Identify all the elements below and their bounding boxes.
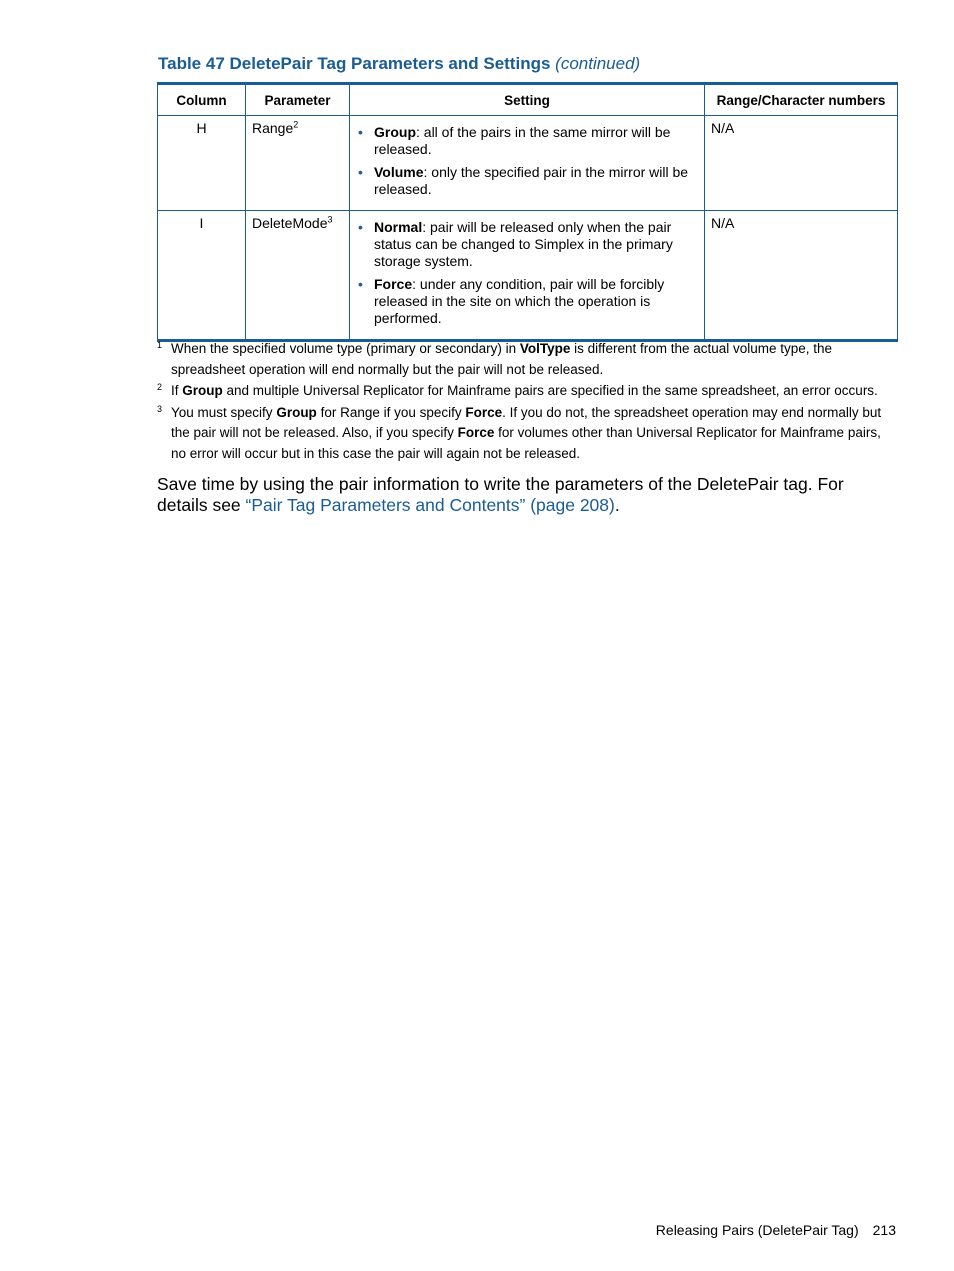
footnote-term: Force (465, 404, 503, 420)
setting-item (356, 164, 698, 198)
header-parameter: Parameter (246, 84, 350, 116)
parameter-name: Range (252, 120, 294, 136)
footnote-ref: 3 (327, 214, 333, 225)
setting-term: Volume (374, 164, 424, 180)
footnote (157, 381, 899, 402)
setting-list (356, 219, 698, 327)
table-header-row (158, 84, 898, 116)
cell-range: N/A (705, 116, 898, 211)
setting-list (356, 124, 698, 198)
setting-term: Force (374, 276, 413, 292)
footnote-text: for volumes other than Universal Replicator for Mainframe pairs, no error will occur but in this case the pair will again not be released. (171, 425, 881, 461)
footnote-term: VolType (519, 341, 571, 356)
footnote-number: 3 (157, 403, 163, 414)
table-row (158, 116, 898, 211)
page-footer (656, 1222, 896, 1238)
setting-text: : all of the pairs in the same mirror will be released. (374, 124, 671, 157)
footnote-text: When the specified volume type (primary or secondary) in (171, 341, 520, 356)
setting-text: : pair will be released only when the pair status can be changed to Simplex in the primary storage system. (374, 219, 673, 269)
footnote-text: and multiple Universal Replicator for Mainframe pairs are specified in the same spreadsheet, an error occurs. (222, 383, 878, 398)
footnote (157, 339, 899, 380)
table-row (158, 211, 898, 341)
parameter-name: DeleteMode (252, 215, 328, 231)
footnote-number: 1 (157, 340, 163, 350)
footnote-text: . If you do not, the spreadsheet operation may end normally but the pair will not be released. Also, if you specify (171, 404, 882, 440)
footnote-text: for Range if you specify (316, 404, 466, 420)
table-footnotes (157, 339, 899, 465)
table-caption (158, 54, 640, 74)
footnote (157, 403, 899, 465)
table-caption-label: Table 47 DeletePair Tag Parameters and Settings (158, 54, 551, 73)
setting-item (356, 124, 698, 158)
cell-parameter (246, 211, 350, 341)
page-number: 213 (872, 1222, 896, 1238)
cell-column: H (158, 116, 246, 211)
setting-term: Group (374, 124, 416, 140)
header-column: Column (158, 84, 246, 116)
footnote-text: If (171, 383, 183, 398)
cell-setting (350, 211, 705, 341)
footnote-number: 2 (157, 382, 163, 392)
header-setting: Setting (350, 84, 705, 116)
header-range: Range/Character numbers (705, 84, 898, 116)
cell-setting (350, 116, 705, 211)
footnote-ref: 2 (293, 119, 299, 130)
footnote-term: Force (457, 425, 495, 440)
cell-range: N/A (705, 211, 898, 341)
body-paragraph (157, 474, 892, 516)
setting-item (356, 276, 698, 327)
parameters-table (157, 82, 898, 342)
cell-parameter (246, 116, 350, 211)
table-caption-continued: (continued) (555, 54, 641, 73)
paragraph-end: . (614, 495, 620, 515)
cell-column: I (158, 211, 246, 341)
paragraph-text: Save time by using the pair information to write the parameters of the DeletePair tag. For details see (157, 474, 844, 515)
cross-reference-link[interactable]: “Pair Tag Parameters and Contents” (page 208) (245, 495, 615, 515)
footnote-text: is different from the actual volume type, the spreadsheet operation will end normally but the pair will not be released. (171, 341, 833, 377)
setting-text: : only the specified pair in the mirror will be released. (374, 164, 689, 197)
footer-section-title: Releasing Pairs (DeletePair Tag) (655, 1222, 859, 1238)
footnote-term: Group (182, 383, 223, 398)
footnote-term: Group (276, 404, 317, 420)
footnote-text: You must specify (171, 404, 277, 420)
setting-text: : under any condition, pair will be forcibly released in the site on which the operation is performed. (374, 276, 665, 326)
setting-item (356, 219, 698, 270)
setting-term: Normal (374, 219, 423, 235)
